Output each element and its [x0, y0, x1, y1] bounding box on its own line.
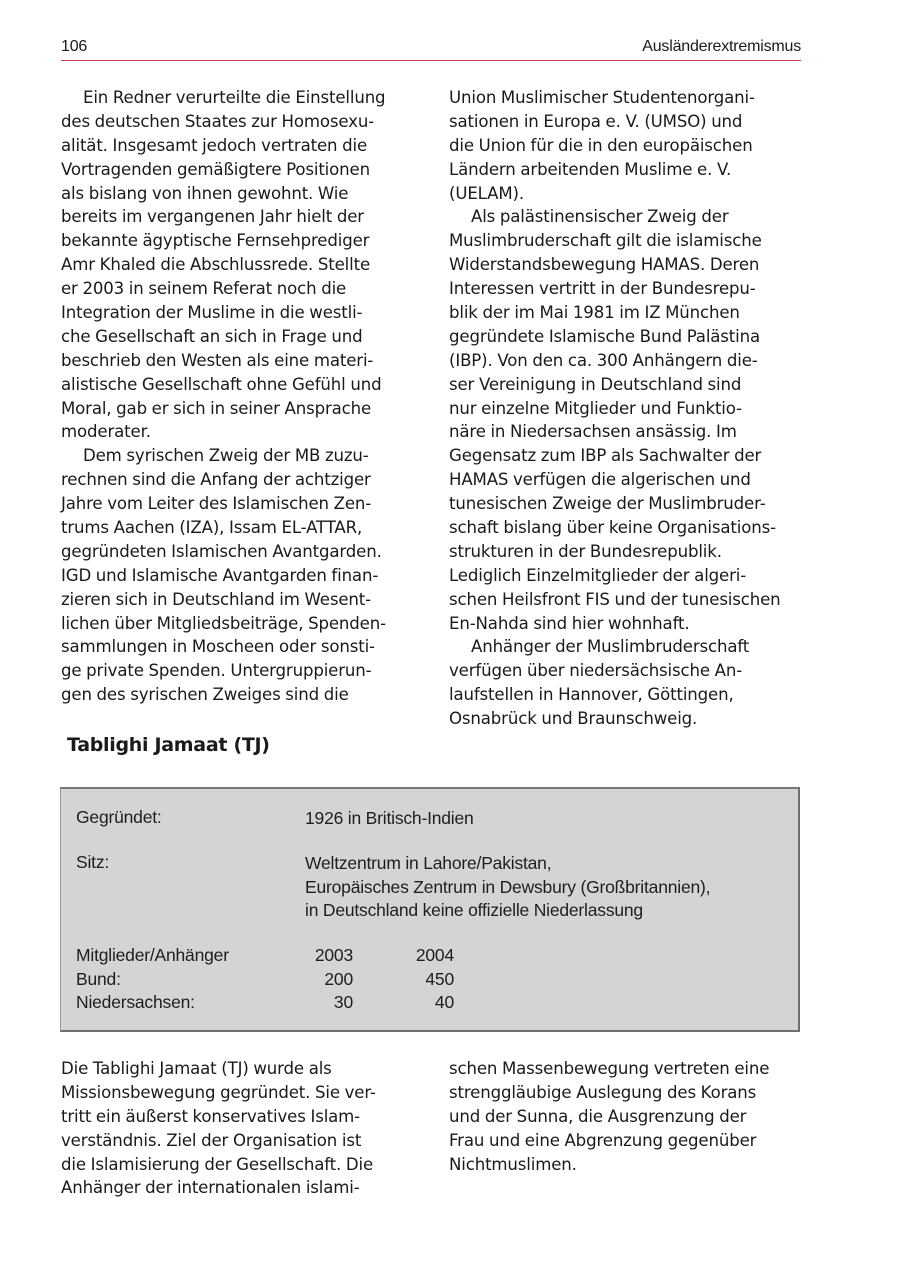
text-line: Vortragenden gemäßigtere Positionen [61, 159, 370, 179]
text-line: Osnabrück und Braunschweig. [449, 709, 698, 729]
stats-value-2003: 200 [324, 968, 353, 989]
stats-value-2003: 30 [333, 992, 353, 1012]
text-line: Anhänger der internationalen islami- [61, 1178, 360, 1198]
text-line: lichen über Mitgliedsbeiträge, Spenden- [61, 613, 386, 633]
text-line: bereits im vergangenen Jahr hielt der [61, 207, 364, 227]
text-line: tunesischen Zweige der Muslimbruder- [449, 494, 766, 514]
text-line: ser Vereinigung in Deutschland sind [449, 374, 742, 394]
text-line: Missionsbewegung gegründet. Sie ver- [61, 1082, 376, 1102]
seat-label: Sitz: [76, 852, 110, 872]
seat-line: Weltzentrum in Lahore/Pakistan, [305, 853, 552, 873]
text-line: IGD und Islamische Avantgarden finan- [61, 565, 379, 585]
stats-value-2004: 40 [434, 992, 454, 1012]
text-column-top-left [61, 86, 386, 707]
page-number: 106 [61, 38, 88, 55]
stats-value-2004: 450 [425, 968, 454, 989]
text-line: beschrieb den Westen als eine materi- [61, 350, 374, 370]
text-line: (UELAM). [449, 183, 524, 203]
stats-row-niedersachsen [76, 991, 454, 1015]
text-line: che Gesellschaft an sich in Frage und [61, 326, 363, 346]
text-line: verständnis. Ziel der Organisation ist [61, 1130, 362, 1150]
text-line: gegründeten Islamischen Avantgarden. [61, 541, 382, 561]
text-line: strenggläubige Auslegung des Korans [449, 1082, 757, 1102]
text-line: Ländern arbeitenden Muslime e. V. [449, 159, 732, 179]
text-line: Die Tablighi Jamaat (TJ) wurde als [61, 1059, 332, 1078]
text-line: zieren sich in Deutschland im Wesent- [61, 589, 371, 609]
text-line: Anhänger der Muslimbruderschaft [471, 637, 750, 657]
text-line: Amr Khaled die Abschlussrede. Stellte [61, 255, 371, 275]
text-line: Integration der Muslime in die westli- [61, 303, 363, 323]
stats-year-2004: 2004 [415, 945, 454, 965]
text-line: ge private Spenden. Untergruppierun- [61, 661, 372, 681]
stats-year-2003: 2003 [314, 945, 353, 965]
seat-line: in Deutschland keine offizielle Niederlassung [305, 900, 643, 920]
text-line: sationen in Europa e. V. (UMSO) und [449, 111, 743, 131]
text-line: Gegensatz zum IBP als Sachwalter der [449, 446, 762, 466]
text-line: alistische Gesellschaft ohne Gefühl und [61, 374, 382, 394]
stats-header-label: Mitglieder/Anhänger [76, 945, 229, 965]
text-line: Nichtmuslimen. [449, 1154, 577, 1174]
stats-header-row [76, 944, 454, 968]
text-line: Jahre vom Leiter des Islamischen Zen- [61, 494, 372, 514]
text-line: Union Muslimischer Studentenorgani- [449, 88, 755, 107]
stats-row-bund [76, 968, 454, 992]
text-line: näre in Niedersachsen ansässig. Im [449, 422, 737, 442]
text-line: Als palästinensischer Zweig der [471, 207, 729, 227]
text-line: (IBP). Von den ca. 300 Anhängern die- [449, 350, 758, 370]
seat-line: Europäisches Zentrum in Dewsbury (Großbritannien), [305, 876, 711, 897]
text-line: er 2003 in seinem Referat noch die [61, 279, 347, 299]
text-line: alität. Insgesamt jedoch vertraten die [61, 135, 368, 155]
text-line: En-Nahda sind hier wohnhaft. [449, 613, 690, 633]
text-line: blik der im Mai 1981 im IZ München [449, 303, 740, 323]
text-line: trums Aachen (IZA), Issam EL-ATTAR, [61, 518, 363, 538]
text-line: HAMAS verfügen die algerischen und [449, 470, 751, 490]
text-line: gegründete Islamische Bund Palästina [449, 326, 761, 346]
text-line: die Islamisierung der Gesellschaft. Die [61, 1154, 374, 1174]
seat-value [305, 852, 710, 923]
text-line: Dem syrischen Zweig der MB zuzu- [83, 446, 369, 466]
text-line: moderater. [61, 422, 151, 442]
text-line: gen des syrischen Zweiges sind die [61, 685, 349, 705]
text-line: tritt ein äußerst konservatives Islam- [61, 1106, 361, 1126]
stats-row-label: Bund: [76, 968, 121, 989]
founded-label: Gegründet: [76, 807, 162, 827]
text-line: als bislang von ihnen gewohnt. Wie [61, 183, 349, 203]
text-line: Frau und eine Abgrenzung gegenüber [449, 1130, 757, 1150]
running-head [61, 36, 801, 61]
text-column-bottom-right [449, 1057, 769, 1176]
text-line: schen Heilsfront FIS und der tunesischen [449, 589, 781, 609]
text-line: Moral, gab er sich in seiner Ansprache [61, 398, 372, 418]
text-line: schen Massenbewegung vertreten eine [449, 1059, 770, 1078]
running-section-title: Ausländerextremismus [642, 38, 801, 55]
founded-value: 1926 in Britisch-Indien [305, 808, 474, 828]
membership-stats [76, 944, 454, 1015]
text-line: Lediglich Einzelmitglieder der algeri- [449, 565, 747, 585]
text-line: rechnen sind die Anfang der achtziger [61, 470, 371, 490]
section-heading: Tablighi Jamaat (TJ) [67, 734, 270, 756]
text-line: bekannte ägyptische Fernsehprediger [61, 231, 370, 251]
text-line: Muslimbruderschaft gilt die islamische [449, 231, 762, 251]
text-line: nur einzelne Mitglieder und Funktio- [449, 398, 742, 418]
text-line: und der Sunna, die Ausgrenzung der [449, 1106, 747, 1126]
text-line: sammlungen in Moscheen oder sonsti- [61, 637, 375, 657]
text-line: schaft bislang über keine Organisations- [449, 518, 776, 538]
text-column-top-right [449, 86, 781, 731]
text-line: Interessen vertritt in der Bundesrepu- [449, 279, 756, 299]
text-line: laufstellen in Hannover, Göttingen, [449, 685, 734, 705]
text-line: des deutschen Staates zur Homosexu- [61, 111, 375, 131]
text-line: Ein Redner verurteilte die Einstellung [83, 88, 386, 107]
text-line: die Union für die in den europäischen [449, 135, 753, 155]
fact-box [60, 787, 800, 1032]
text-line: Widerstandsbewegung HAMAS. Deren [449, 255, 760, 275]
stats-row-label: Niedersachsen: [76, 992, 195, 1012]
text-line: strukturen in der Bundesrepublik. [449, 541, 722, 561]
text-line: verfügen über niedersächsische An- [449, 661, 743, 681]
text-column-bottom-left [61, 1057, 376, 1200]
